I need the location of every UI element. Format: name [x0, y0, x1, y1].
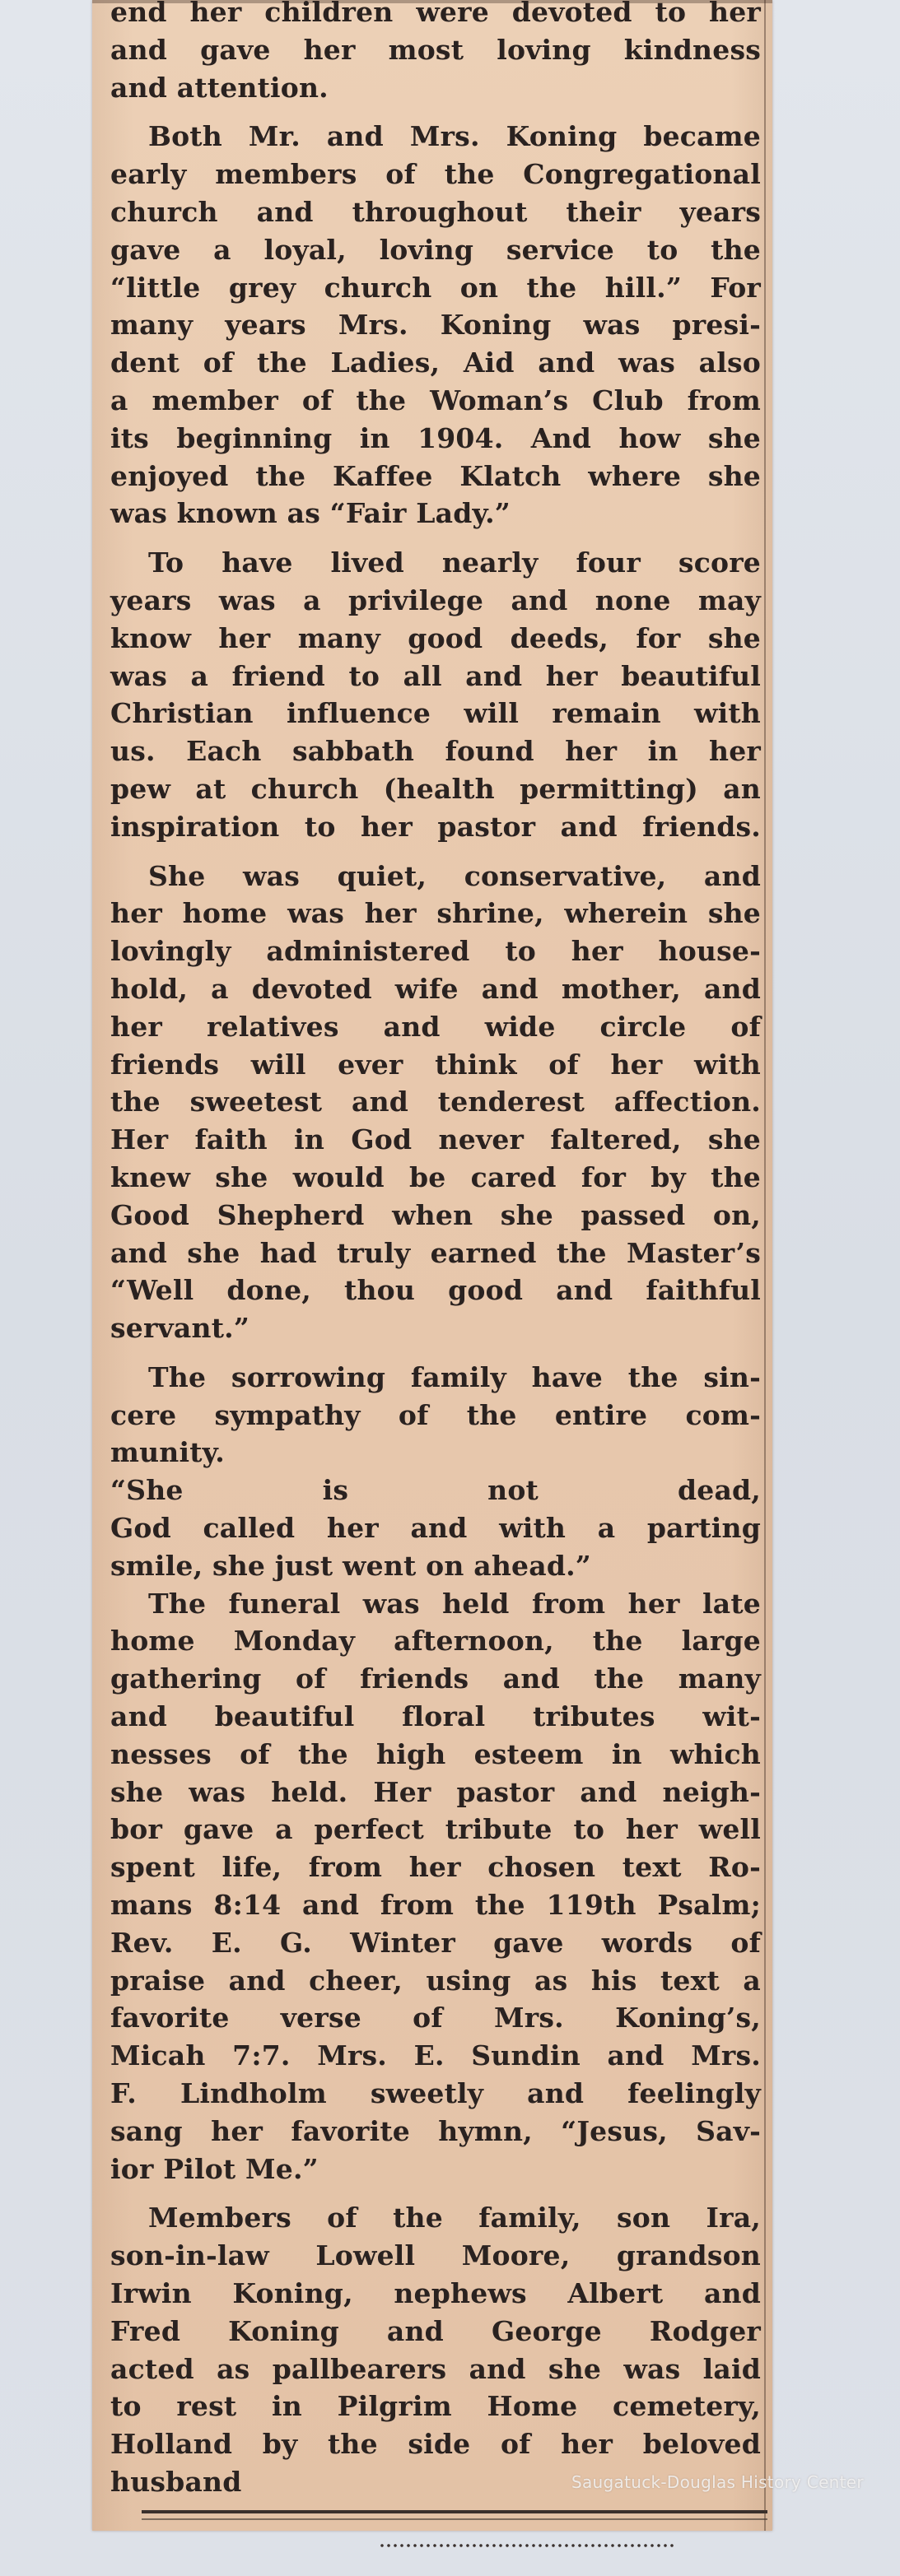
text-line: Christian influence will remain with [110, 697, 761, 730]
watermark-text: Saugatuck-Douglas History Center [571, 2472, 864, 2492]
text-line: gave a loyal, loving service to the [110, 233, 761, 266]
text-line: Members of the family, son Ira, [148, 2202, 761, 2234]
text-line: She was quiet, conservative, and [148, 859, 761, 892]
text-line: Micah 7:7. Mrs. E. Sundin and Mrs. [110, 2039, 761, 2072]
text-line: “little grey church on the hill.” For [110, 271, 761, 304]
paragraph-four-score-years [110, 544, 761, 845]
text-line: Fred Koning and George Rodger [110, 2314, 761, 2347]
text-line: end her children were devoted to her [110, 0, 761, 28]
text-line: she was held. Her pastor and neigh- [110, 1775, 761, 1808]
text-line: Her faith in God never faltered, she [110, 1123, 761, 1156]
text-line: inspiration to her pastor and friends. [110, 810, 761, 843]
text-line: and beautiful floral tributes wit- [110, 1700, 761, 1733]
text-line: her relatives and wide circle of [110, 1010, 761, 1043]
text-line: “She is not dead, [110, 1474, 761, 1507]
text-line: hold, a devoted wife and mother, and [110, 972, 761, 1005]
text-line: God called her and with a parting [110, 1512, 761, 1545]
text-line: us. Each sabbath found her in her [110, 735, 761, 768]
text-line: church and throughout their years [110, 195, 761, 228]
poem-verse [110, 1472, 761, 1584]
text-line: lovingly administered to her house- [110, 935, 761, 968]
text-line: knew she would be cared for by the [110, 1160, 761, 1193]
text-line: gathering of friends and the many [110, 1662, 761, 1695]
text-line: smile, she just went on ahead.” [110, 1549, 591, 1582]
text-line: sang her favorite hymn, “Jesus, Sav- [110, 2114, 761, 2147]
dotted-cut-edge [379, 2541, 675, 2550]
text-line: praise and cheer, using as his text a [110, 1964, 761, 1997]
text-line: favorite verse of Mrs. Koning’s, [110, 2002, 761, 2034]
paragraph-sympathy [110, 1359, 761, 1472]
text-line: “Well done, thou good and faithful [110, 1274, 761, 1307]
text-line: dent of the Ladies, Aid and was also [110, 346, 761, 379]
text-line: and gave her most loving kindness [110, 33, 761, 66]
text-line: bor gave a perfect tribute to her well [110, 1813, 761, 1846]
text-line: mans 8:14 and from the 119th Psalm; [110, 1889, 761, 1922]
text-line: spent life, from her chosen text Ro- [110, 1851, 761, 1884]
text-line: know her many good deeds, for she [110, 621, 761, 654]
text-line: acted as pallbearers and she was laid [110, 2352, 761, 2385]
text-line: pew at church (health permitting) an [110, 772, 761, 805]
text-line: munity. [110, 1436, 225, 1469]
text-line: the sweetest and tenderest affection. [110, 1086, 761, 1118]
text-line: was known as “Fair Lady.” [110, 497, 511, 530]
text-line: and attention. [110, 71, 329, 104]
text-line: many years Mrs. Koning was presi- [110, 309, 761, 342]
paragraph-funeral [110, 1585, 761, 2188]
text-line: husband [110, 2466, 242, 2498]
text-line: its beginning in 1904. And how she [110, 421, 761, 454]
text-line: ior Pilot Me.” [110, 2152, 319, 2185]
text-line: nesses of the high esteem in which [110, 1737, 761, 1770]
text-line: son-in-law Lowell Moore, grandson [110, 2239, 761, 2272]
text-line: early members of the Congregational [110, 158, 761, 191]
text-line: F. Lindholm sweetly and feelingly [110, 2077, 761, 2110]
bottom-rule-thin [142, 2518, 767, 2520]
paragraph-quiet-conservative [110, 858, 761, 1347]
paragraph-church-membership [110, 118, 761, 532]
bottom-rule [142, 2510, 767, 2513]
text-line: was a friend to all and her beautiful [110, 659, 761, 692]
text-line: The sorrowing family have the sin- [148, 1360, 761, 1393]
text-line: Both Mr. and Mrs. Koning became [148, 120, 761, 153]
text-line: The funeral was held from her late [148, 1587, 761, 1620]
text-line: Good Shepherd when she passed on, [110, 1198, 761, 1231]
text-line: To have lived nearly four score [148, 546, 761, 579]
text-line: a member of the Woman’s Club from [110, 384, 761, 416]
text-line: years was a privilege and none may [110, 584, 761, 616]
paragraph-pallbearers [110, 2199, 761, 2500]
text-line: Rev. E. G. Winter gave words of [110, 1926, 761, 1959]
paragraph-children [110, 0, 761, 106]
text-line: her home was her shrine, wherein she [110, 897, 761, 930]
text-line: servant.” [110, 1312, 250, 1345]
text-line: to rest in Pilgrim Home cemetery, [110, 2390, 761, 2423]
text-line: home Monday afternoon, the large [110, 1625, 761, 1658]
text-line: enjoyed the Kaffee Klatch where she [110, 459, 761, 492]
obituary-column [110, 0, 761, 2501]
text-line: Holland by the side of her beloved [110, 2428, 761, 2461]
text-line: friends will ever think of her with [110, 1048, 761, 1081]
text-line: cere sympathy of the entire com- [110, 1398, 761, 1431]
text-line: Irwin Koning, nephews Albert and [110, 2277, 761, 2310]
text-line: and she had truly earned the Master’s [110, 1236, 761, 1269]
newspaper-clipping [92, 0, 772, 2531]
